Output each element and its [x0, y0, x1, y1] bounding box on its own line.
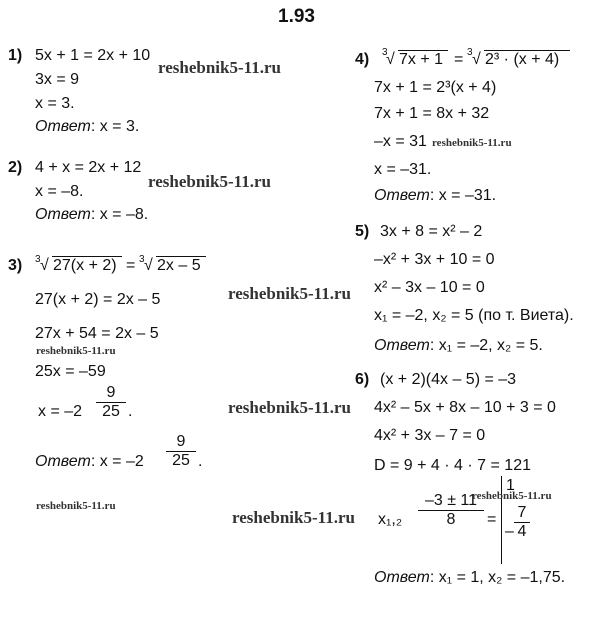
root-index: 3: [139, 254, 145, 265]
problem-4-line-1-right: 2³ · (x + 4): [485, 51, 560, 68]
problem-3-line-1-left: 27(x + 2): [53, 257, 117, 274]
problem-6-line-4: D = 9 + 4 · 4 · 7 = 121: [374, 457, 531, 474]
problem-3-line-3: 27x + 54 = 2x – 5: [35, 325, 159, 342]
problem-3-line-1-right: 2x – 5: [157, 257, 201, 274]
answer-value: : x = –31.: [429, 187, 497, 204]
problem-2-answer: [35, 205, 148, 225]
answer-label: Ответ: [35, 206, 91, 223]
problem-5-line-3: x² – 3x – 10 = 0: [374, 279, 485, 296]
answer-value: : x = –8.: [90, 206, 149, 223]
answer-label: Ответ: [374, 569, 430, 586]
fraction-denominator: 25: [96, 402, 126, 421]
problem-3-line-4: 25x = –59: [35, 363, 106, 380]
watermark: reshebnik5-11.ru: [228, 398, 351, 417]
problem-4-answer: [374, 186, 496, 206]
watermark: reshebnik5-11.ru: [148, 172, 271, 191]
fraction-numerator: –3 ± 11: [424, 492, 478, 509]
fraction: [166, 433, 196, 470]
problem-6-number: 6): [355, 371, 370, 388]
problem-3-answer: [35, 452, 144, 472]
root-1: 1: [506, 477, 515, 494]
watermark: reshebnik5-11.ru: [158, 58, 281, 77]
fraction: [96, 384, 126, 421]
problem-4-line-4: –x = 31: [374, 133, 427, 150]
fraction-denominator: 25: [166, 451, 196, 470]
exercise-title: 1.93: [278, 6, 315, 27]
watermark: reshebnik5-11.ru: [432, 137, 512, 149]
problem-6-x12: x₁,₂: [378, 511, 403, 528]
answer-label: Ответ: [35, 453, 91, 470]
fraction-numerator: 9: [106, 384, 116, 401]
problem-6-eq: =: [487, 511, 497, 528]
problem-4-line-2: 7x + 1 = 2³(x + 4): [374, 79, 497, 96]
watermark: reshebnik5-11.ru: [36, 500, 116, 512]
problem-5-line-1: 3x + 8 = x² – 2: [380, 223, 483, 240]
problem-6-line-1: (x + 2)(4x – 5) = –3: [380, 371, 517, 388]
period: .: [198, 453, 203, 470]
fraction-denominator: 4: [514, 522, 530, 541]
problem-6-line-3: 4x² + 3x – 7 = 0: [374, 427, 486, 444]
fraction: [514, 504, 530, 541]
answer-value: : x = 3.: [90, 118, 140, 135]
radical-sign: √: [144, 257, 153, 274]
problem-6-line-2: 4x² – 5x + 8x – 10 + 3 = 0: [374, 399, 556, 416]
problem-4-line-5: x = –31.: [374, 161, 432, 178]
problem-5-line-2: –x² + 3x + 10 = 0: [374, 251, 495, 268]
root-index: 3: [382, 47, 388, 58]
period: .: [128, 403, 133, 420]
answer-label: Ответ: [374, 337, 430, 354]
answer-value: : x = –2: [90, 453, 144, 470]
problem-2-number: 2): [8, 159, 23, 176]
problem-4-number: 4): [355, 51, 370, 68]
answer-value: : x₁ = 1, x₂ = –1,75.: [429, 569, 566, 586]
problem-5-number: 5): [355, 223, 370, 240]
problem-1-number: 1): [8, 47, 23, 64]
problem-4-line-3: 7x + 1 = 8x + 32: [374, 105, 490, 122]
problem-1-line-2: 3x = 9: [35, 71, 80, 88]
answer-label: Ответ: [374, 187, 430, 204]
fraction-denominator: 8: [418, 510, 484, 529]
problem-4-line-1-left: 7x + 1: [399, 51, 444, 68]
watermark: reshebnik5-11.ru: [472, 490, 552, 502]
watermark: reshebnik5-11.ru: [228, 284, 351, 303]
root-2-sign: –: [505, 523, 514, 540]
radical-sign: √: [472, 51, 481, 68]
problem-1-line-3: x = 3.: [35, 95, 75, 112]
fraction-numerator: 7: [517, 504, 527, 521]
problem-5-line-4: x₁ = –2, x₂ = 5 (по т. Виета).: [374, 307, 574, 324]
answer-value: : x₁ = –2, x₂ = 5.: [429, 337, 543, 354]
radical-sign: √: [40, 257, 49, 274]
watermark: reshebnik5-11.ru: [232, 508, 355, 527]
root-index: 3: [467, 47, 473, 58]
root-index: 3: [35, 254, 41, 265]
problem-3-line-1-eq: =: [126, 257, 136, 274]
problem-2-line-2: x = –8.: [35, 183, 84, 200]
radical-sign: √: [386, 51, 395, 68]
watermark: reshebnik5-11.ru: [36, 345, 116, 357]
answer-label: Ответ: [35, 118, 91, 135]
problem-5-answer: [374, 336, 543, 356]
problem-1-line-1: 5x + 1 = 2x + 10: [35, 47, 151, 64]
problem-3-line-2: 27(x + 2) = 2x – 5: [35, 291, 161, 308]
problem-3-line-5: x = –2: [38, 403, 83, 420]
fraction-numerator: 9: [176, 433, 186, 450]
problem-3-number: 3): [8, 257, 23, 274]
problem-2-line-1: 4 + x = 2x + 12: [35, 159, 142, 176]
problem-1-answer: [35, 117, 139, 137]
problem-4-line-1-eq: =: [454, 51, 464, 68]
problem-6-answer: [374, 568, 565, 588]
